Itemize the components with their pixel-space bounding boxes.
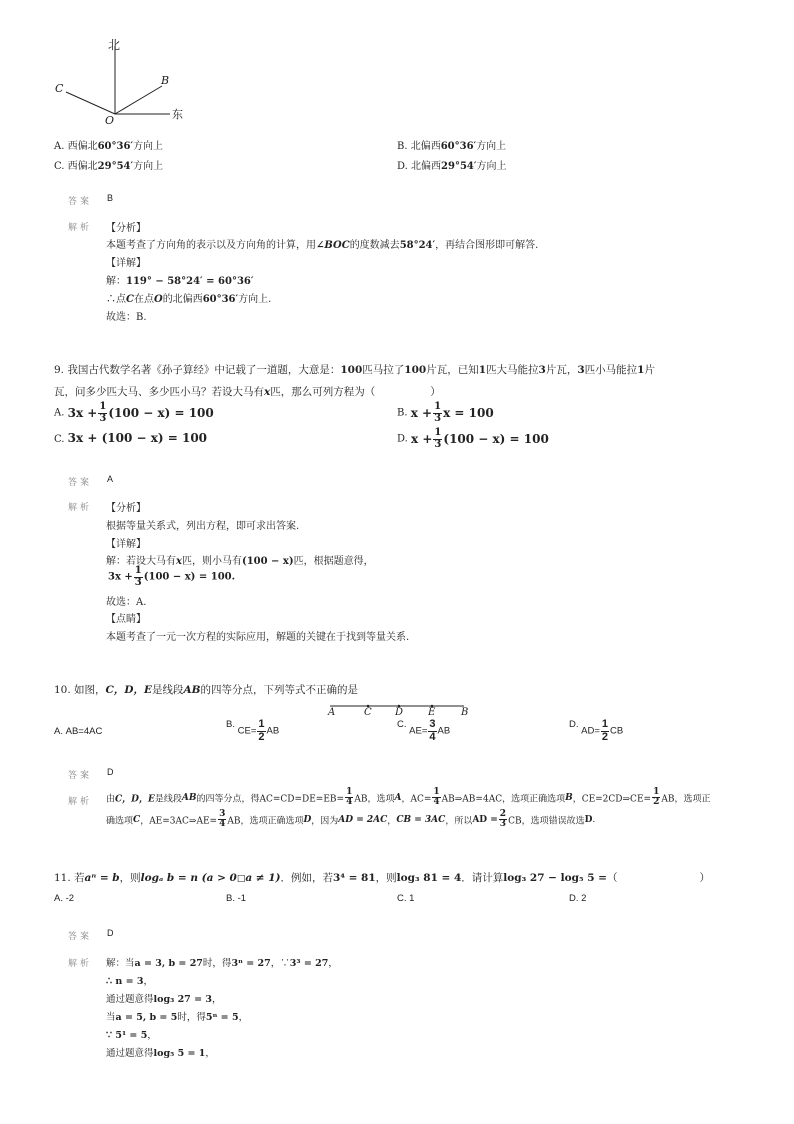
q10-explanation-line-1: 由C，D，E是线段AB的四等分点，得AC=CD=DE=EB= $\frac{1}{4}$ AB，选项A，AC= $\frac{1}{4}$ AB⇒AB=4AC，选项正确选项B，CE=2CD⇒CE= $\frac{1}{2}$ AB，选项正 — [106, 787, 711, 808]
segment-label-e: E — [428, 707, 436, 718]
q10-analysis-label: 解析 — [68, 796, 93, 806]
q11-option-b[interactable]: B. -1 — [226, 893, 247, 904]
q9-note-heading: 【点睛】 — [106, 614, 146, 625]
q11-answer: D — [107, 928, 114, 938]
q10-option-a[interactable]: A. AB=4AC — [54, 726, 103, 737]
segment-label-a: A — [328, 707, 336, 718]
segment-label-c: C — [364, 707, 372, 718]
q11-option-a[interactable]: A. -2 — [54, 893, 75, 904]
q9-detail-line-1: 解：若设大马有x匹，则小马有(100 − x)匹，根据题意得， — [106, 556, 374, 567]
q9-stem-line-2: 瓦，问多少匹大马、多少匹小马？若设大马有x匹，那么可列方程为（ ） — [54, 386, 441, 398]
q10-option-d[interactable]: D. AD= $\frac{1}{2}$ CB — [569, 718, 624, 743]
q11-option-d[interactable]: D. 2 — [569, 893, 587, 904]
q9-analysis-line: 根据等量关系式，列出方程，即可求出答案. — [106, 521, 300, 532]
q9-option-a[interactable]: A. 3x + $\frac{1}{3}$ (100 − x) = 100 — [54, 401, 214, 424]
q9-stem-line-1: 9. 我国古代数学名著《孙子算经》中记载了一道题，大意是：100匹马拉了100片瓦，已知1匹大马能拉3片瓦，3匹小马能拉1片 — [54, 364, 655, 376]
q8-analysis-label: 解析 — [68, 222, 93, 232]
q9-detail-line-3: 故选：A. — [106, 597, 147, 608]
segment-label-d: D — [395, 707, 404, 718]
q10-explanation-line-2: 确选项C，AE=3AC⇒AE= $\frac{3}{4}$ AB，选项正确选项D，因为AD = 2AC，CB = 3AC，所以AD = $\frac{2}{3}$ CB，选项错误故选D. — [106, 809, 596, 830]
q10-answer: D — [107, 767, 114, 777]
q9-detail-heading: 【详解】 — [106, 539, 146, 550]
q8-option-c[interactable]: C. 西偏北29°54′方向上 — [54, 161, 164, 172]
q9-option-c[interactable]: C. 3x + (100 − x) = 100 — [54, 431, 208, 445]
q11-stem: 11. 若aⁿ = b，则logₐ b = n (a > 0□a ≠ 1)．例如，若3⁴ = 81，则log₃ 81 = 4．请计算log₃ 27 − log₅ 5 =（ ） — [54, 872, 710, 884]
q9-option-b[interactable]: B. x + $\frac{1}{3}$ x = 100 — [397, 401, 494, 424]
q11-solution-line-6: 通过题意得log₅ 5 = 1， — [106, 1048, 215, 1059]
q10-stem: 10. 如图，C，D，E是线段AB的四等分点，下列等式不正确的是 — [54, 684, 359, 696]
q8-answer: B — [107, 193, 114, 203]
ray-oc — [66, 92, 115, 114]
q11-solution-line-5: ∵ 5¹ = 5， — [106, 1030, 157, 1041]
north-label: 北 — [108, 38, 121, 52]
east-label: 东 — [172, 108, 183, 121]
q8-answer-label: 答案 — [68, 196, 93, 206]
q9-option-d[interactable]: D. x + $\frac{1}{3}$ (100 − x) = 100 — [397, 427, 549, 450]
q8-option-d[interactable]: D. 北偏西29°54′方向上 — [397, 161, 507, 172]
q9-answer: A — [107, 474, 114, 484]
q9-note-line: 本题考查了一元一次方程的实际应用，解题的关键在于找到等量关系. — [106, 632, 410, 643]
q10-option-b[interactable]: B. CE= $\frac{1}{2}$ AB — [226, 718, 280, 743]
compass-figure — [50, 34, 200, 134]
point-c-label: C — [55, 82, 64, 95]
q9-analysis-heading: 【分析】 — [106, 503, 146, 514]
point-b-label: B — [161, 74, 170, 87]
q8-detail-heading: 【详解】 — [106, 258, 146, 269]
q9-answer-label: 答案 — [68, 477, 93, 487]
q9-analysis-label: 解析 — [68, 502, 93, 512]
q11-solution-line-4: 当a = 5, b = 5时，得5ⁿ = 5， — [106, 1012, 249, 1023]
q10-answer-label: 答案 — [68, 770, 93, 780]
q8-analysis-heading: 【分析】 — [106, 223, 146, 234]
q11-option-c[interactable]: C. 1 — [397, 893, 415, 904]
q10-option-c[interactable]: C. AE= $\frac{3}{4}$ AB — [397, 718, 451, 743]
q11-solution-line-2: ∴ n = 3， — [106, 976, 153, 987]
point-o-label: O — [105, 114, 115, 127]
ray-ob — [115, 86, 162, 114]
q11-answer-label: 答案 — [68, 931, 93, 941]
q9-detail-line-2: 3x + $\frac{1}{3}$ (100 − x) = 100. — [108, 565, 236, 588]
q8-option-b[interactable]: B. 北偏西60°36′方向上 — [397, 141, 507, 152]
q11-solution-line-3: 通过题意得log₃ 27 = 3， — [106, 994, 222, 1005]
segment-label-b: B — [461, 707, 469, 718]
q8-detail-line-3: 故选：B. — [106, 312, 147, 323]
q11-analysis-label: 解析 — [68, 958, 93, 968]
q11-solution-line-1: 解：当a = 3, b = 27时，得3ⁿ = 27，∵3³ = 27， — [106, 958, 338, 969]
q8-analysis-line: 本题考查了方向角的表示以及方向角的计算，用∠BOC的度数减去58°24′，再结合图形即可解答. — [106, 240, 539, 251]
q8-option-a[interactable]: A. 西偏北60°36′方向上 — [54, 141, 164, 152]
q8-detail-line-2: ∴点C在点O的北偏西60°36′方向上. — [106, 294, 272, 305]
q8-detail-line-1: 解：119° − 58°24′ = 60°36′ — [106, 276, 254, 287]
